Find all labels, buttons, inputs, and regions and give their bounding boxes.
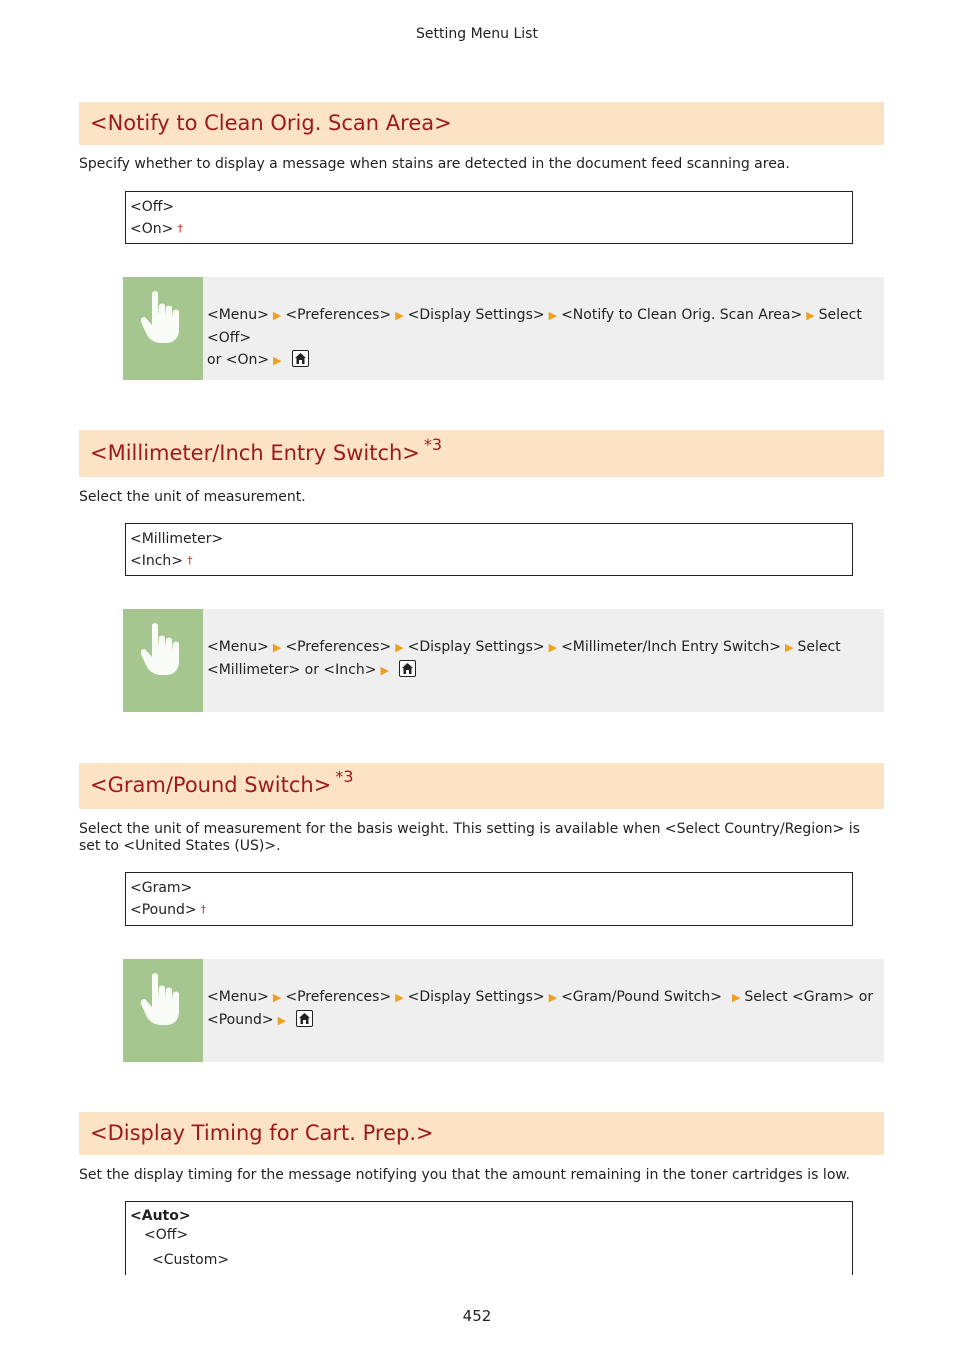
arrow-right-icon: ▶ bbox=[548, 309, 558, 322]
arrow-right-icon: ▶ bbox=[548, 641, 558, 654]
options-box bbox=[125, 872, 853, 926]
home-icon bbox=[296, 1010, 313, 1027]
home-icon bbox=[399, 660, 416, 677]
arrow-right-icon: ▶ bbox=[380, 664, 389, 677]
default-dagger-icon: † bbox=[187, 554, 193, 567]
arrow-right-icon: ▶ bbox=[806, 309, 815, 322]
arrow-right-icon: ▶ bbox=[277, 1014, 287, 1027]
operation-path-box bbox=[123, 609, 884, 712]
section-title-text: <Notify to Clean Orig. Scan Area> bbox=[90, 111, 452, 135]
footnote-mark: *3 bbox=[335, 767, 354, 786]
option-item-default: <Pound> † bbox=[130, 902, 207, 918]
option-item-auto: <Auto> bbox=[130, 1208, 191, 1224]
option-item-default: <Inch> † bbox=[130, 553, 193, 569]
arrow-right-icon: ▶ bbox=[731, 991, 741, 1004]
options-box bbox=[125, 191, 853, 244]
section-title-text: <Gram/Pound Switch> bbox=[90, 773, 332, 797]
touch-hand-icon bbox=[123, 277, 203, 380]
options-box bbox=[125, 1201, 853, 1275]
arrow-right-icon: ▶ bbox=[272, 991, 282, 1004]
arrow-right-icon: ▶ bbox=[272, 641, 282, 654]
option-item: <Millimeter> bbox=[130, 531, 224, 547]
arrow-right-icon: ▶ bbox=[548, 991, 558, 1004]
section-description: Specify whether to display a message when stains are detected in the document feed scanning area. bbox=[79, 156, 790, 172]
page-number: 452 bbox=[462, 1307, 492, 1325]
operation-path-box bbox=[123, 959, 884, 1062]
options-box bbox=[125, 523, 853, 576]
section-description: Select the unit of measurement. bbox=[79, 489, 306, 505]
option-item-off: <Off> bbox=[144, 1227, 189, 1243]
operation-path-box bbox=[123, 277, 884, 380]
arrow-right-icon: ▶ bbox=[395, 309, 404, 322]
touch-hand-icon bbox=[123, 609, 203, 712]
operation-path-text: <Menu> ▶ <Preferences> ▶ <Display Settings> ▶ <Notify to Clean Orig. Scan Area> ▶ Select <Off> or <On> ▶ bbox=[207, 304, 879, 372]
section-title-display-timing bbox=[79, 1112, 884, 1155]
home-icon bbox=[292, 350, 309, 367]
option-item-default: <On> † bbox=[130, 221, 183, 237]
section-description: Select the unit of measurement for the basis weight. This setting is available when <Select Country/Region> is set to <United States (US)>. bbox=[79, 821, 860, 854]
option-item: <Gram> bbox=[130, 880, 193, 896]
default-dagger-icon: † bbox=[200, 903, 207, 916]
arrow-right-icon: ▶ bbox=[273, 354, 282, 367]
arrow-right-icon: ▶ bbox=[272, 309, 282, 322]
arrow-right-icon: ▶ bbox=[395, 991, 404, 1004]
section-title-gram-pound bbox=[79, 763, 884, 809]
arrow-right-icon: ▶ bbox=[395, 641, 404, 654]
operation-path-text: <Menu> ▶ <Preferences> ▶ <Display Settings> ▶ <Gram/Pound Switch> ▶ Select <Gram> or <Pound> ▶ bbox=[207, 986, 879, 1032]
option-item: <Off> bbox=[130, 199, 175, 215]
arrow-right-icon: ▶ bbox=[785, 641, 794, 654]
section-title-millimeter-inch bbox=[79, 430, 884, 477]
section-title-text: <Display Timing for Cart. Prep.> bbox=[90, 1121, 434, 1145]
section-title-notify-clean bbox=[79, 102, 884, 145]
page-header: Setting Menu List bbox=[416, 26, 538, 42]
touch-hand-icon bbox=[123, 959, 203, 1062]
operation-path-text: <Menu> ▶ <Preferences> ▶ <Display Settings> ▶ <Millimeter/Inch Entry Switch> ▶ Select <Millimeter> or <Inch> ▶ bbox=[207, 636, 879, 682]
default-dagger-icon: † bbox=[177, 222, 183, 235]
section-title-text: <Millimeter/Inch Entry Switch> bbox=[90, 441, 420, 465]
section-description: Set the display timing for the message notifying you that the amount remaining in the toner cartridges is low. bbox=[79, 1167, 850, 1183]
footnote-mark: *3 bbox=[423, 435, 443, 454]
option-item-custom: <Custom> bbox=[152, 1252, 230, 1268]
